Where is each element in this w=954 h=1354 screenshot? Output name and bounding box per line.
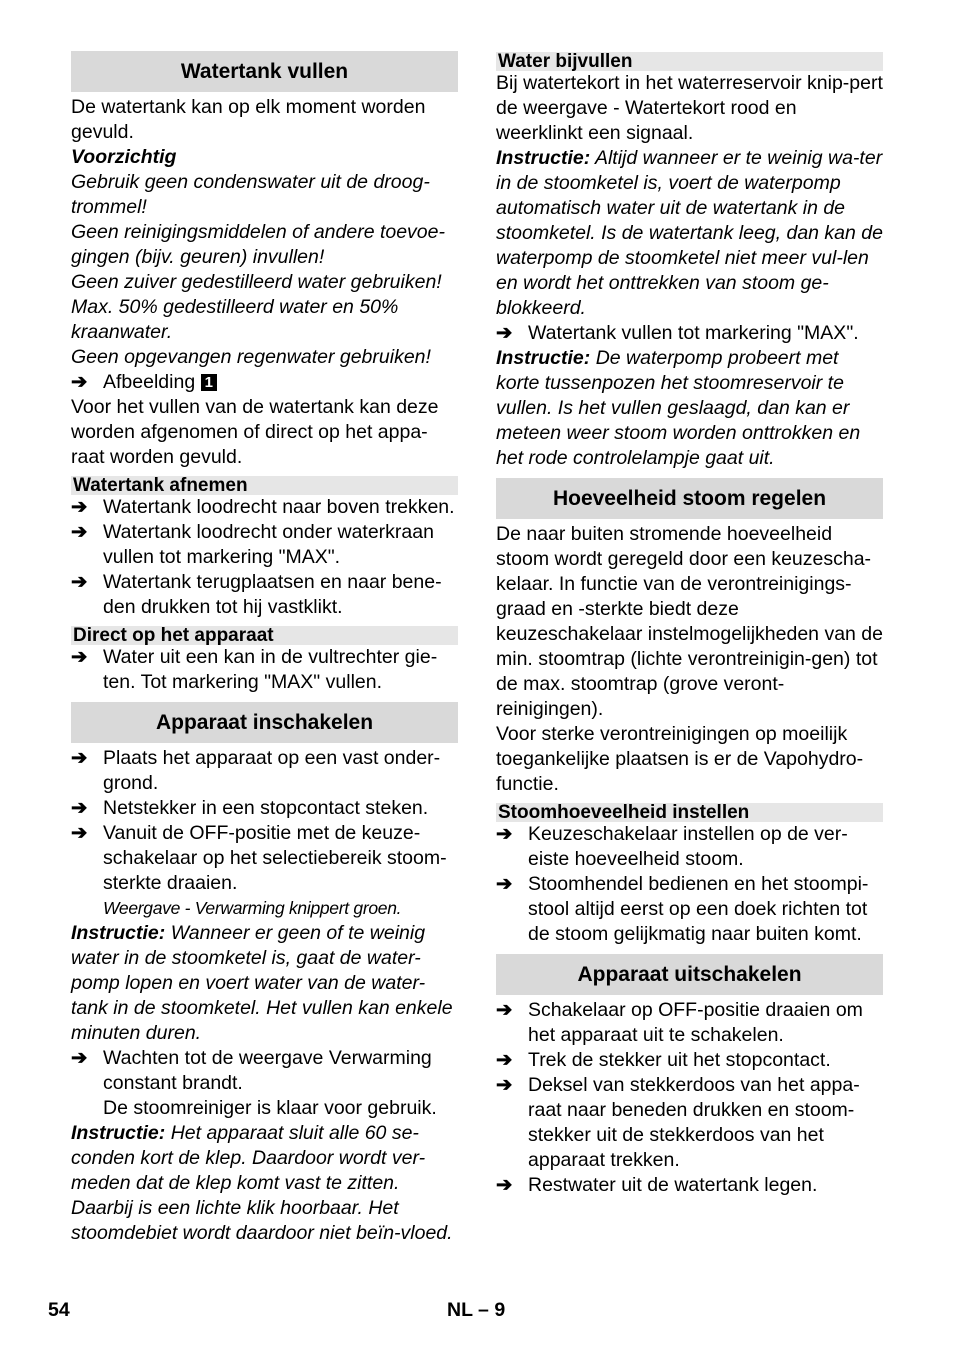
paragraph: De naar buiten stromende hoeveelheid stoom wordt geregeld door een keuzescha-kelaar. In functie van de verontreinigings-graad en -sterkte biedt deze keuzeschakelaar instelmogelijkheden van de min. stoomtrap (lichte verontreinigin-gen) tot de max. stoomtrap (grove veront-reinigingen). bbox=[496, 523, 883, 720]
list-item: ➔ Trek de stekker uit het stopcontact. bbox=[496, 1049, 831, 1071]
list-item: ➔ Keuzeschakelaar instellen op de ver-eiste hoeveelheid stoom. bbox=[496, 823, 848, 870]
heading-watertank-vullen: Watertank vullen bbox=[71, 51, 458, 92]
figure-number-badge: 1 bbox=[201, 374, 217, 391]
list-item: ➔ Watertank loodrecht naar boven trekken. bbox=[71, 496, 455, 518]
page-number: 54 bbox=[48, 1299, 70, 1321]
ready-text: De stoomreiniger is klaar voor gebruik. bbox=[103, 1097, 437, 1119]
arrow-right-icon: ➔ bbox=[496, 322, 513, 344]
arrow-right-icon: ➔ bbox=[71, 797, 88, 819]
arrow-right-icon: ➔ bbox=[71, 521, 88, 543]
paragraph: De watertank kan op elk moment worden gevuld. bbox=[71, 96, 426, 143]
list-item: ➔ Watertank loodrecht onder waterkraan vullen tot markering "MAX". bbox=[71, 521, 434, 568]
instruction-note: Instructie: Altijd wanneer er te weinig wa-ter in de stoomketel is, voert de waterpomp automatisch water uit de watertank in de stoomketel. Is de watertank leeg, dan kan de waterpomp de stoomketel niet meer vul-len en wordt het onttrekken van stoom ge-blokkeerd. bbox=[496, 147, 883, 319]
heading-apparaat-uitschakelen: Apparaat uitschakelen bbox=[496, 954, 883, 995]
list-item: ➔ Schakelaar op OFF-positie draaien om het apparaat uit te schakelen. bbox=[496, 999, 863, 1046]
caution-text: Geen opgevangen regenwater gebruiken! bbox=[71, 346, 431, 368]
arrow-right-icon: ➔ bbox=[71, 571, 88, 593]
heading-stoomhoeveelheid-instellen: Stoomhoeveelheid instellen bbox=[496, 803, 883, 822]
list-item: ➔ Watertank terugplaatsen en naar bene-den drukken tot hij vastklikt. bbox=[71, 571, 442, 618]
instruction-note: Instructie: De waterpomp probeert met korte tussenpozen het stoomreservoir te vullen. Is het vullen geslaagd, dan kan er meteen weer stoom worden onttrokken en het rode controlelampje gaat uit. bbox=[496, 347, 861, 469]
left-column bbox=[71, 51, 458, 1246]
list-item: ➔ Watertank vullen tot markering "MAX". bbox=[496, 322, 859, 344]
arrow-right-icon: ➔ bbox=[496, 1174, 513, 1196]
heading-water-bijvullen: Water bijvullen bbox=[496, 52, 883, 71]
list-item: ➔ Restwater uit de watertank legen. bbox=[496, 1174, 818, 1196]
page-label: NL – 9 bbox=[447, 1299, 506, 1321]
arrow-right-icon: ➔ bbox=[496, 999, 513, 1021]
heading-watertank-afnemen: Watertank afnemen bbox=[71, 476, 458, 495]
right-column bbox=[496, 51, 883, 1198]
instruction-note: Instructie: Wanneer er geen of te weinig water in de stoomketel is, gaat de water-pomp lopen en voert water van de water-tank in de stoomketel. Het vullen kan enkele minuten duren. bbox=[71, 922, 453, 1044]
caution-text: Geen zuiver gedestilleerd water gebruiken! Max. 50% gedestilleerd water en 50% kraanwater. bbox=[71, 271, 442, 343]
paragraph: Bij watertekort in het waterreservoir knip-pert de weergave - Watertekort rood en weerklinkt een signaal. bbox=[496, 72, 883, 144]
list-item: ➔ Netstekker in een stopcontact steken. bbox=[71, 797, 429, 819]
paragraph: Voor sterke verontreinigingen op moeilijk toegankelijke plaatsen is er de Vapohydro-functie. bbox=[496, 723, 864, 795]
list-item: ➔ Stoomhendel bedienen en het stoompi-stool altijd eerst op een doek richten tot de stoom gelijkmatig naar buiten komt. bbox=[496, 873, 869, 945]
heading-apparaat-inschakelen: Apparaat inschakelen bbox=[71, 702, 458, 743]
list-item: ➔ Deksel van stekkerdoos van het appa-raat naar beneden drukken en stoom-stekker uit de stekkerdoos van het apparaat trekken. bbox=[496, 1074, 860, 1171]
arrow-right-icon: ➔ bbox=[496, 823, 513, 845]
arrow-right-icon: ➔ bbox=[71, 371, 88, 393]
caution-text: Geen reinigingsmiddelen of andere toevoe-gingen (bijv. geuren) invullen! bbox=[71, 221, 445, 268]
arrow-right-icon: ➔ bbox=[71, 496, 88, 518]
arrow-right-icon: ➔ bbox=[496, 873, 513, 895]
display-status: Weergave - Verwarming knippert groen. bbox=[103, 898, 402, 918]
instruction-note: Instructie: Het apparaat sluit alle 60 se-conden kort de klep. Daardoor wordt ver-meden dat de klep komt vast te zitten. Daarbij is een lichte klik hoorbaar. Het stoomdebiet wordt daardoor niet beïn-vloed. bbox=[71, 1122, 453, 1244]
arrow-right-icon: ➔ bbox=[496, 1074, 513, 1096]
list-item: ➔ Plaats het apparaat op een vast onder-grond. bbox=[71, 747, 441, 794]
arrow-right-icon: ➔ bbox=[496, 1049, 513, 1071]
paragraph: Voor het vullen van de watertank kan deze worden afgenomen of direct op het appa-raat worden gevuld. bbox=[71, 396, 439, 468]
list-item: ➔ Wachten tot de weergave Verwarming constant brandt. bbox=[71, 1047, 432, 1094]
arrow-right-icon: ➔ bbox=[71, 747, 88, 769]
caution-text: Gebruik geen condenswater uit de droog-trommel! bbox=[71, 171, 430, 218]
arrow-right-icon: ➔ bbox=[71, 822, 88, 844]
figure-reference: ➔ Afbeelding 1 bbox=[71, 370, 458, 395]
list-item: ➔ Water uit een kan in de vultrechter gie-ten. Tot markering "MAX" vullen. bbox=[71, 646, 438, 693]
arrow-right-icon: ➔ bbox=[71, 1047, 88, 1069]
arrow-right-icon: ➔ bbox=[71, 646, 88, 668]
heading-direct-op-het-apparaat: Direct op het apparaat bbox=[71, 626, 458, 645]
caution-label: Voorzichtig bbox=[71, 146, 177, 168]
heading-hoeveelheid-stoom-regelen: Hoeveelheid stoom regelen bbox=[496, 478, 883, 519]
list-item: ➔ Vanuit de OFF-positie met de keuze-schakelaar op het selectiebereik stoom-sterkte draaien. bbox=[71, 822, 447, 894]
